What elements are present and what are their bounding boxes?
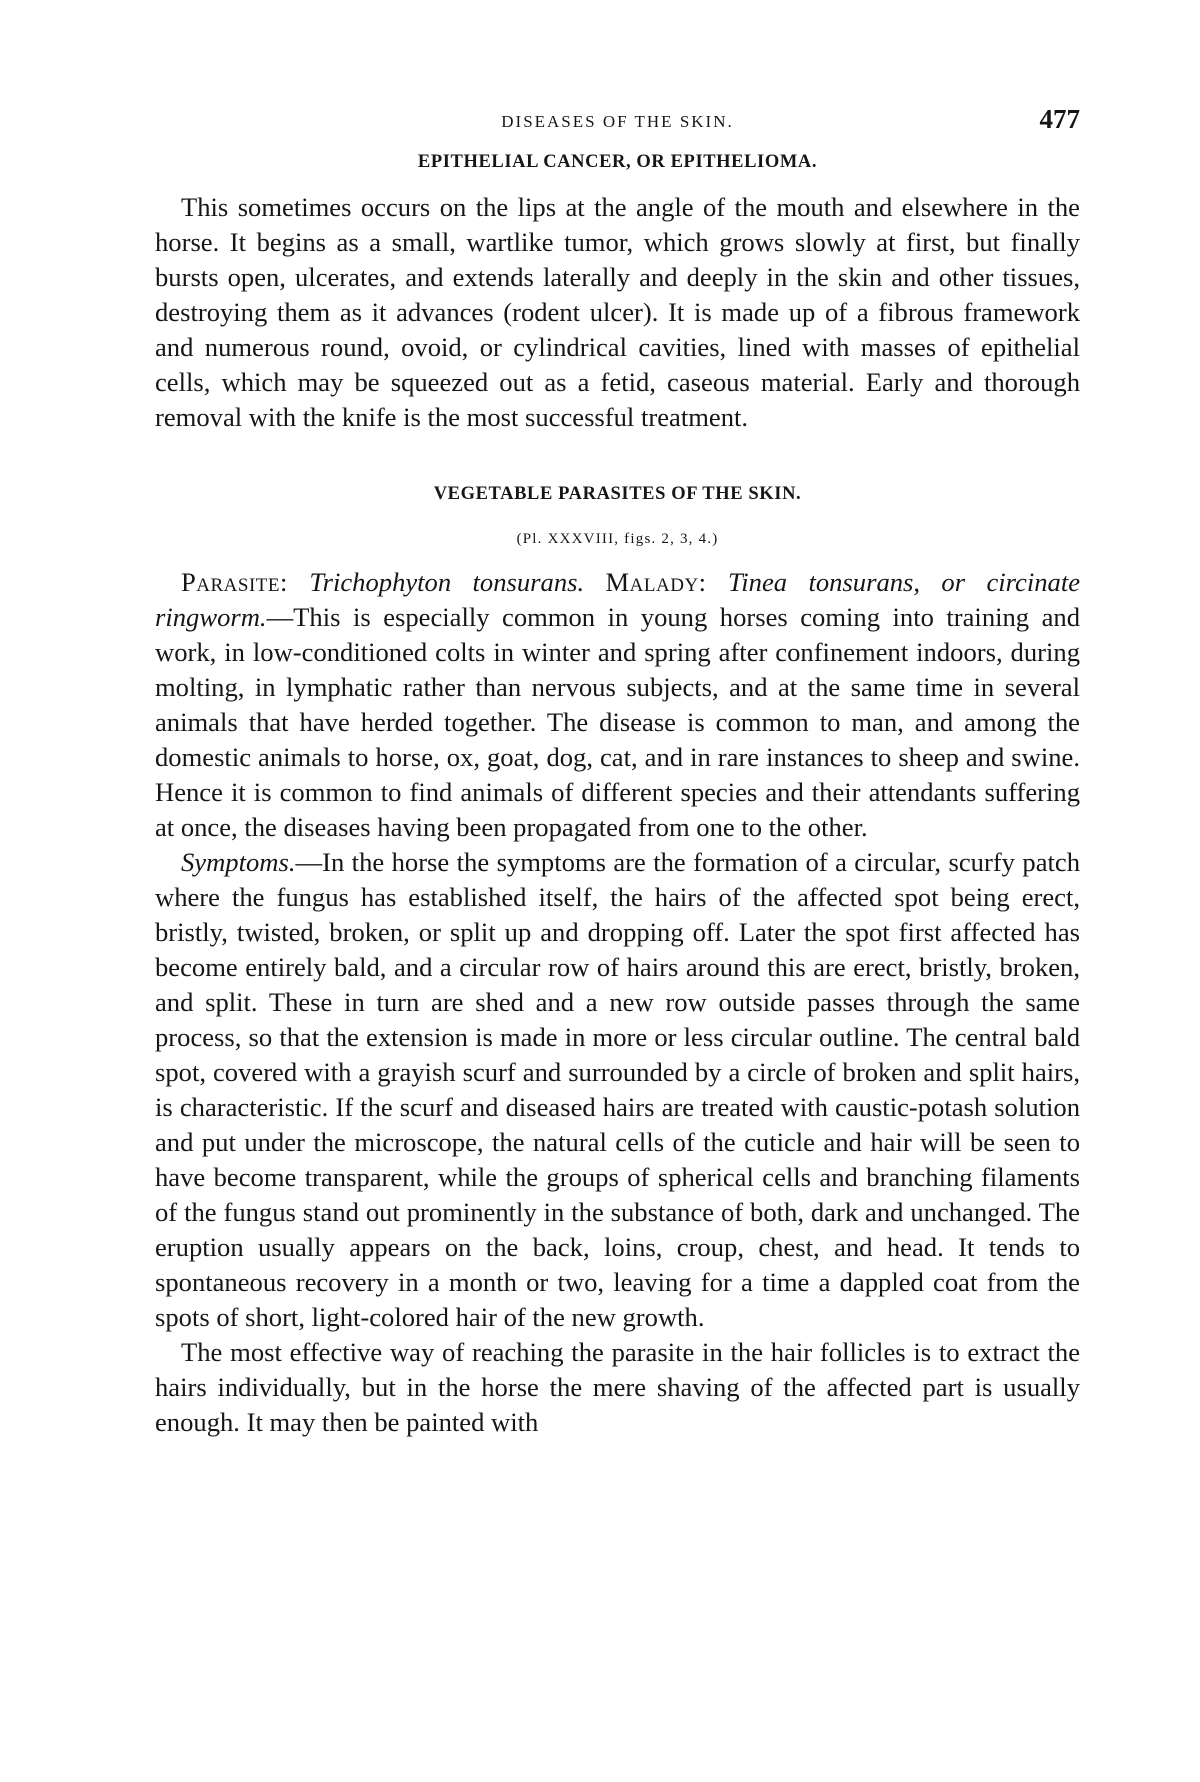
running-title: DISEASES OF THE SKIN. — [501, 112, 734, 131]
section-heading-vegetable-parasites: VEGETABLE PARASITES OF THE SKIN. — [433, 484, 802, 504]
parasite-paragraph-text: —This is especially common in young horses coming into training and work, in low-conditioned colts in winter and spring after confinement indoors, during molting, in lymphatic rather than nervous subjects, and at the same time in several animals that have herded together. The disease is common to man, and among the domestic animals to horse, ox, goat, dog, cat, and in rare instances to sheep and swine. Hence it is common to find animals of different species and their attendants suffering at once, the diseases having been propagated from one to the other. — [155, 602, 1080, 842]
malady-label: Malady: — [605, 567, 707, 597]
treatment-paragraph: The most effective way of reaching the parasite in the hair follicles is to extract the hairs individually, but in the horse the mere shaving of the affected part is usually enough. It may then be painted with — [155, 1337, 1080, 1437]
running-head — [155, 104, 1080, 140]
parasite-label: Parasite: — [181, 567, 288, 597]
malady-name: Tinea tonsurans, or circinate ringworm. — [155, 567, 1081, 632]
epithelioma-paragraph — [155, 190, 1080, 435]
page-number: 477 — [1039, 104, 1080, 134]
parasite-paragraph — [155, 565, 1080, 845]
symptoms-label: Symptoms. — [181, 847, 296, 877]
vegetable-parasites-body — [155, 565, 1080, 1440]
symptoms-paragraph — [155, 845, 1080, 1335]
paragraph-text: This sometimes occurs on the lips at the angle of the mouth and elsewhere in the horse. It begins as a small, wartlike tumor, which grows slowly at first, but finally bursts open, ulcerates, and extends laterally and deeply in the skin and other tissues, destroying them as it advances (rodent ulcer). It is made up of a fibrous framework and numerous round, ovoid, or cylindrical cavities, lined with masses of epithelial cells, which may be squeezed out as a fetid, caseous material. Early and thorough removal with the knife is the most successful treatment. — [155, 192, 1080, 432]
section-heading-epithelioma: EPITHELIAL CANCER, OR EPITHELIOMA. — [417, 152, 818, 172]
parasite-name: Trichophyton tonsurans. — [309, 567, 585, 597]
plate-reference: (Pl. XXXVIII, figs. 2, 3, 4.) — [516, 531, 719, 547]
symptoms-paragraph-text: —In the horse the symptoms are the formation of a circular, scurfy patch where the fungus has established itself, the hairs of the affected spot being erect, bristly, twisted, broken, or split up and dropping off. Later the spot first affected has become entirely bald, and a circular row of hairs around this are erect, bristly, broken, and split. These in turn are shed and a new row outside passes through the same process, so that the extension is made in more or less circular outline. The central bald spot, covered with a grayish scurf and surrounded by a circle of broken and split hairs, is characteristic. If the scurf and diseased hairs are treated with caustic-potash solution and put under the microscope, the natural cells of the cuticle and hair will be seen to have become transparent, while the groups of spherical cells and branching filaments of the fungus stand out prominently in the substance of both, dark and unchanged. The eruption usually appears on the back, loins, croup, chest, and head. It tends to spontaneous recovery in a month or two, leaving for a time a dappled coat from the spots of short, light-colored hair of the new growth. — [155, 847, 1080, 1332]
